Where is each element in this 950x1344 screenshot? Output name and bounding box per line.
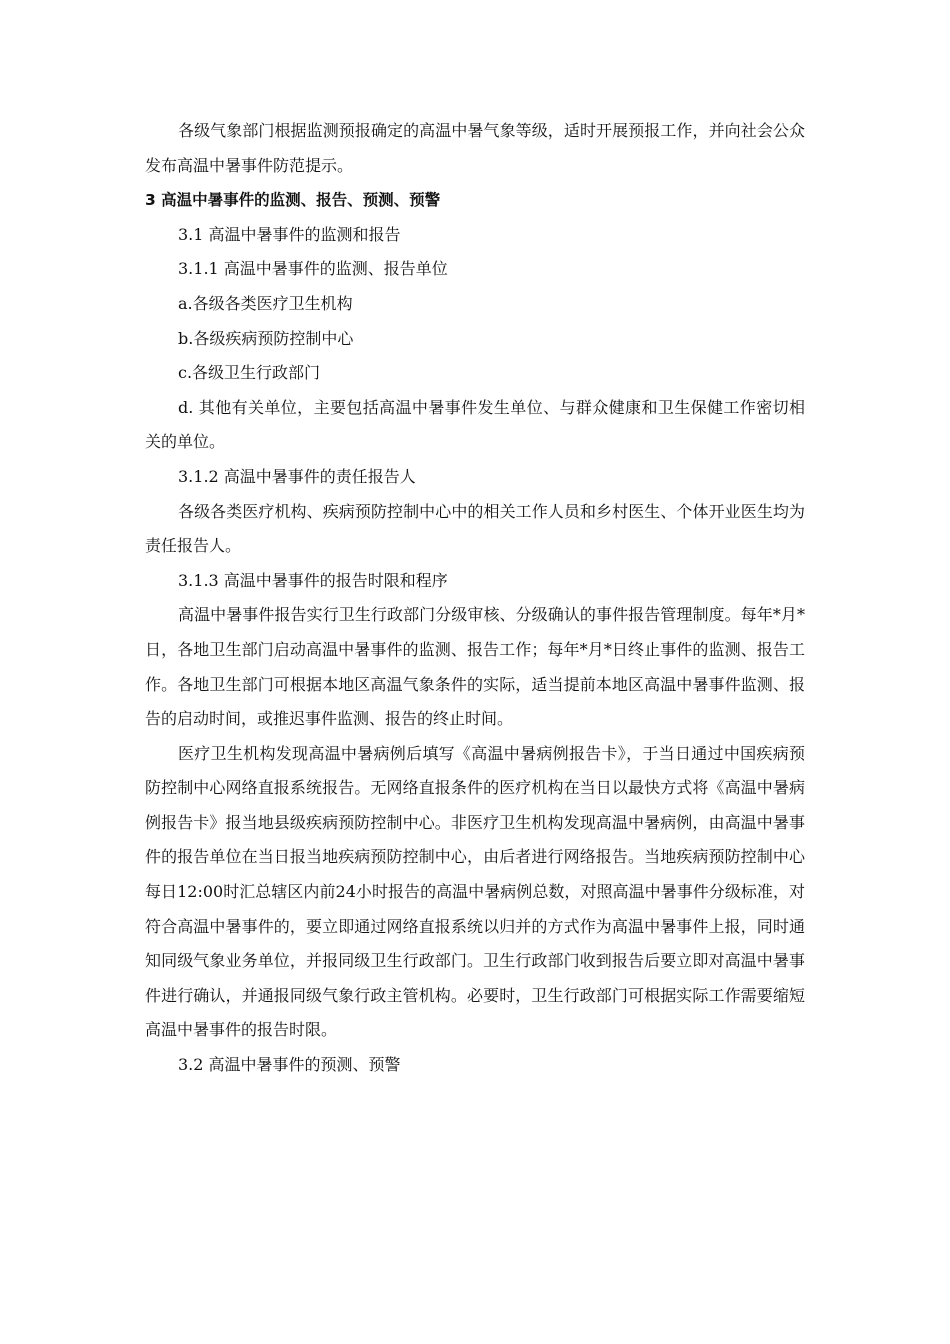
paragraph-weather-forecast: 各级气象部门根据监测预报确定的高温中暑气象等级，适时开展预报工作，并向社会公众发布高温中暑事件防范提示。 xyxy=(145,121,805,175)
paragraph-reporting-procedure: 医疗卫生机构发现高温中暑病例后填写《高温中暑病例报告卡》，于当日通过中国疾病预防控制中心网络直报系统报告。无网络直报条件的医疗机构在当日以最快方式将《高温中暑病例报告卡》报当地县级疾病预防控制中心。非医疗卫生机构发现高温中暑病例，由高温中暑事件的报告单位在当日报当地疾病预防控制中心，由后者进行网络报告。当地疾病预防控制中心每日12:00时汇总辖区内前24小时报告的高温中暑病例总数，对照高温中暑事件分级标准，对符合高温中暑事件的，要立即通过网络直报系统以归并的方式作为高温中暑事件上报，同时通知同级气象业务单位，并报同级卫生行政部门。卫生行政部门收到报告后要立即对高温中暑事件进行确认，并通报同级气象行政主管机构。必要时，卫生行政部门可根据实际工作需要缩短高温中暑事件的报告时限。 xyxy=(145,743,805,1040)
list-item-a: a.各级各类医疗卫生机构 xyxy=(178,293,353,313)
list-item-b: b.各级疾病预防控制中心 xyxy=(178,328,354,348)
list-item-c: c.各级卫生行政部门 xyxy=(178,363,321,383)
paragraph-responsible-reporters: 各级各类医疗机构、疾病预防控制中心中的相关工作人员和乡村医生、个体开业医生均为责任报告人。 xyxy=(145,501,805,556)
subheading-3-1: 3.1 高温中暑事件的监测和报告 xyxy=(178,224,401,244)
subheading-3-1-2: 3.1.2 高温中暑事件的责任报告人 xyxy=(178,466,416,486)
section-heading-3: 3 高温中暑事件的监测、报告、预测、预警 xyxy=(145,191,441,210)
subheading-3-2: 3.2 高温中暑事件的预测、预警 xyxy=(178,1055,401,1075)
subheading-3-1-3: 3.1.3 高温中暑事件的报告时限和程序 xyxy=(178,570,448,590)
subheading-3-1-1: 3.1.1 高温中暑事件的监测、报告单位 xyxy=(178,259,448,279)
paragraph-reporting-system: 高温中暑事件报告实行卫生行政部门分级审核、分级确认的事件报告管理制度。每年*月*日，各地卫生部门启动高温中暑事件的监测、报告工作；每年*月*日终止事件的监测、报告工作。各地卫生部门可根据本地区高温气象条件的实际，适当提前本地区高温中暑事件监测、报告的启动时间，或推迟事件监测、报告的终止时间。 xyxy=(145,605,805,729)
document-page xyxy=(145,114,805,1083)
list-item-d: d. 其他有关单位，主要包括高温中暑事件发生单位、与群众健康和卫生保健工作密切相关的单位。 xyxy=(145,397,805,452)
